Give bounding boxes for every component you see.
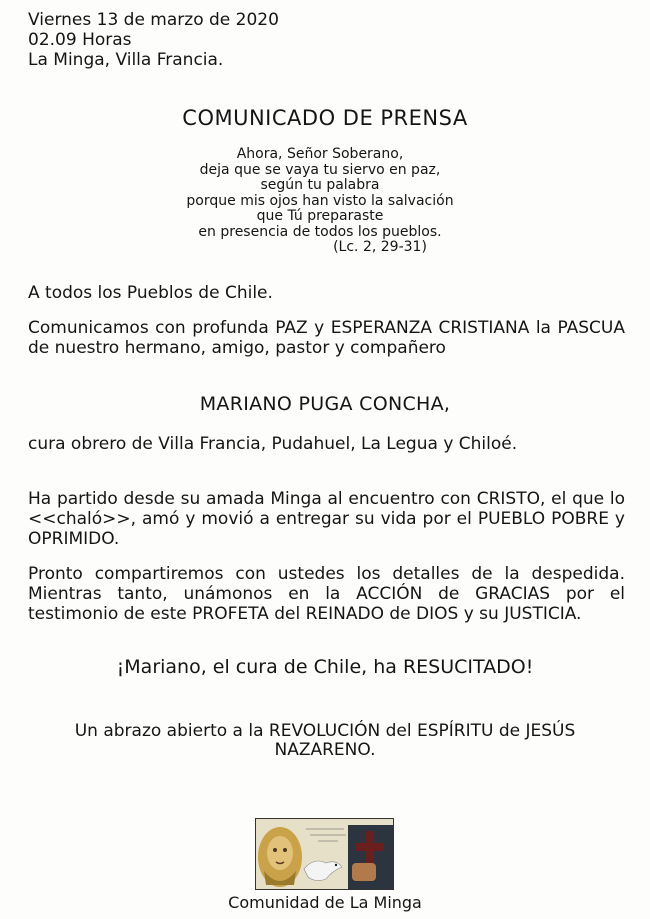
date-line: Viernes 13 de marzo de 2020 [28,10,279,30]
verse-reference: (Lc. 2, 29-31) [333,239,427,255]
closing-embrace: Un abrazo abierto a la REVOLUCIÓN del ESPÍRITU de JESÚS NAZARENO. [74,721,576,760]
resurrection-exclamation: ¡Mariano, el cura de Chile, ha RESUCITADO! [116,656,534,678]
logo-illustration-icon [256,819,393,889]
verse-line: según tu palabra [260,177,380,193]
announcement-paragraph: Comunicamos con profunda PAZ y ESPERANZA CRISTIANA la PASCUA de nuestro hermano, amigo, pastor y compañero [28,318,625,358]
verse-line: Ahora, Señor Soberano, [236,146,404,162]
time-line: 02.09 Horas [28,30,132,50]
departure-paragraph: Ha partido desde su amada Minga al encuentro con CRISTO, el que lo <<chaló>>, amó y movió a entregar su vida por el PUEBLO POBRE y OPRIMIDO. [28,489,625,549]
greeting-paragraph: A todos los Pueblos de Chile. [28,283,273,303]
page-title: COMUNICADO DE PRENSA [182,106,468,130]
footer-signature: Comunidad de La Minga [228,893,422,912]
deceased-name: MARIANO PUGA CONCHA, [199,393,451,415]
verse-line: porque mis ojos han visto la salvación [186,192,454,209]
place-line: La Minga, Villa Francia. [28,50,224,70]
bible-verse [130,147,510,256]
verse-line: que Tú preparaste [256,208,384,224]
community-logo-image [255,818,394,890]
verse-line: deja que se vaya tu siervo en paz, [199,161,441,178]
details-paragraph: Pronto compartiremos con ustedes los detalles de la despedida. Mientras tanto, unámonos en la ACCIÓN de GRACIAS por el testimonio de este PROFETA del REINADO de DIOS y su JUSTICIA. [28,564,625,624]
verse-line: en presencia de todos los pueblos. [198,223,442,240]
header-block [28,10,279,70]
role-paragraph: cura obrero de Villa Francia, Pudahuel, La Legua y Chiloé. [28,434,518,454]
